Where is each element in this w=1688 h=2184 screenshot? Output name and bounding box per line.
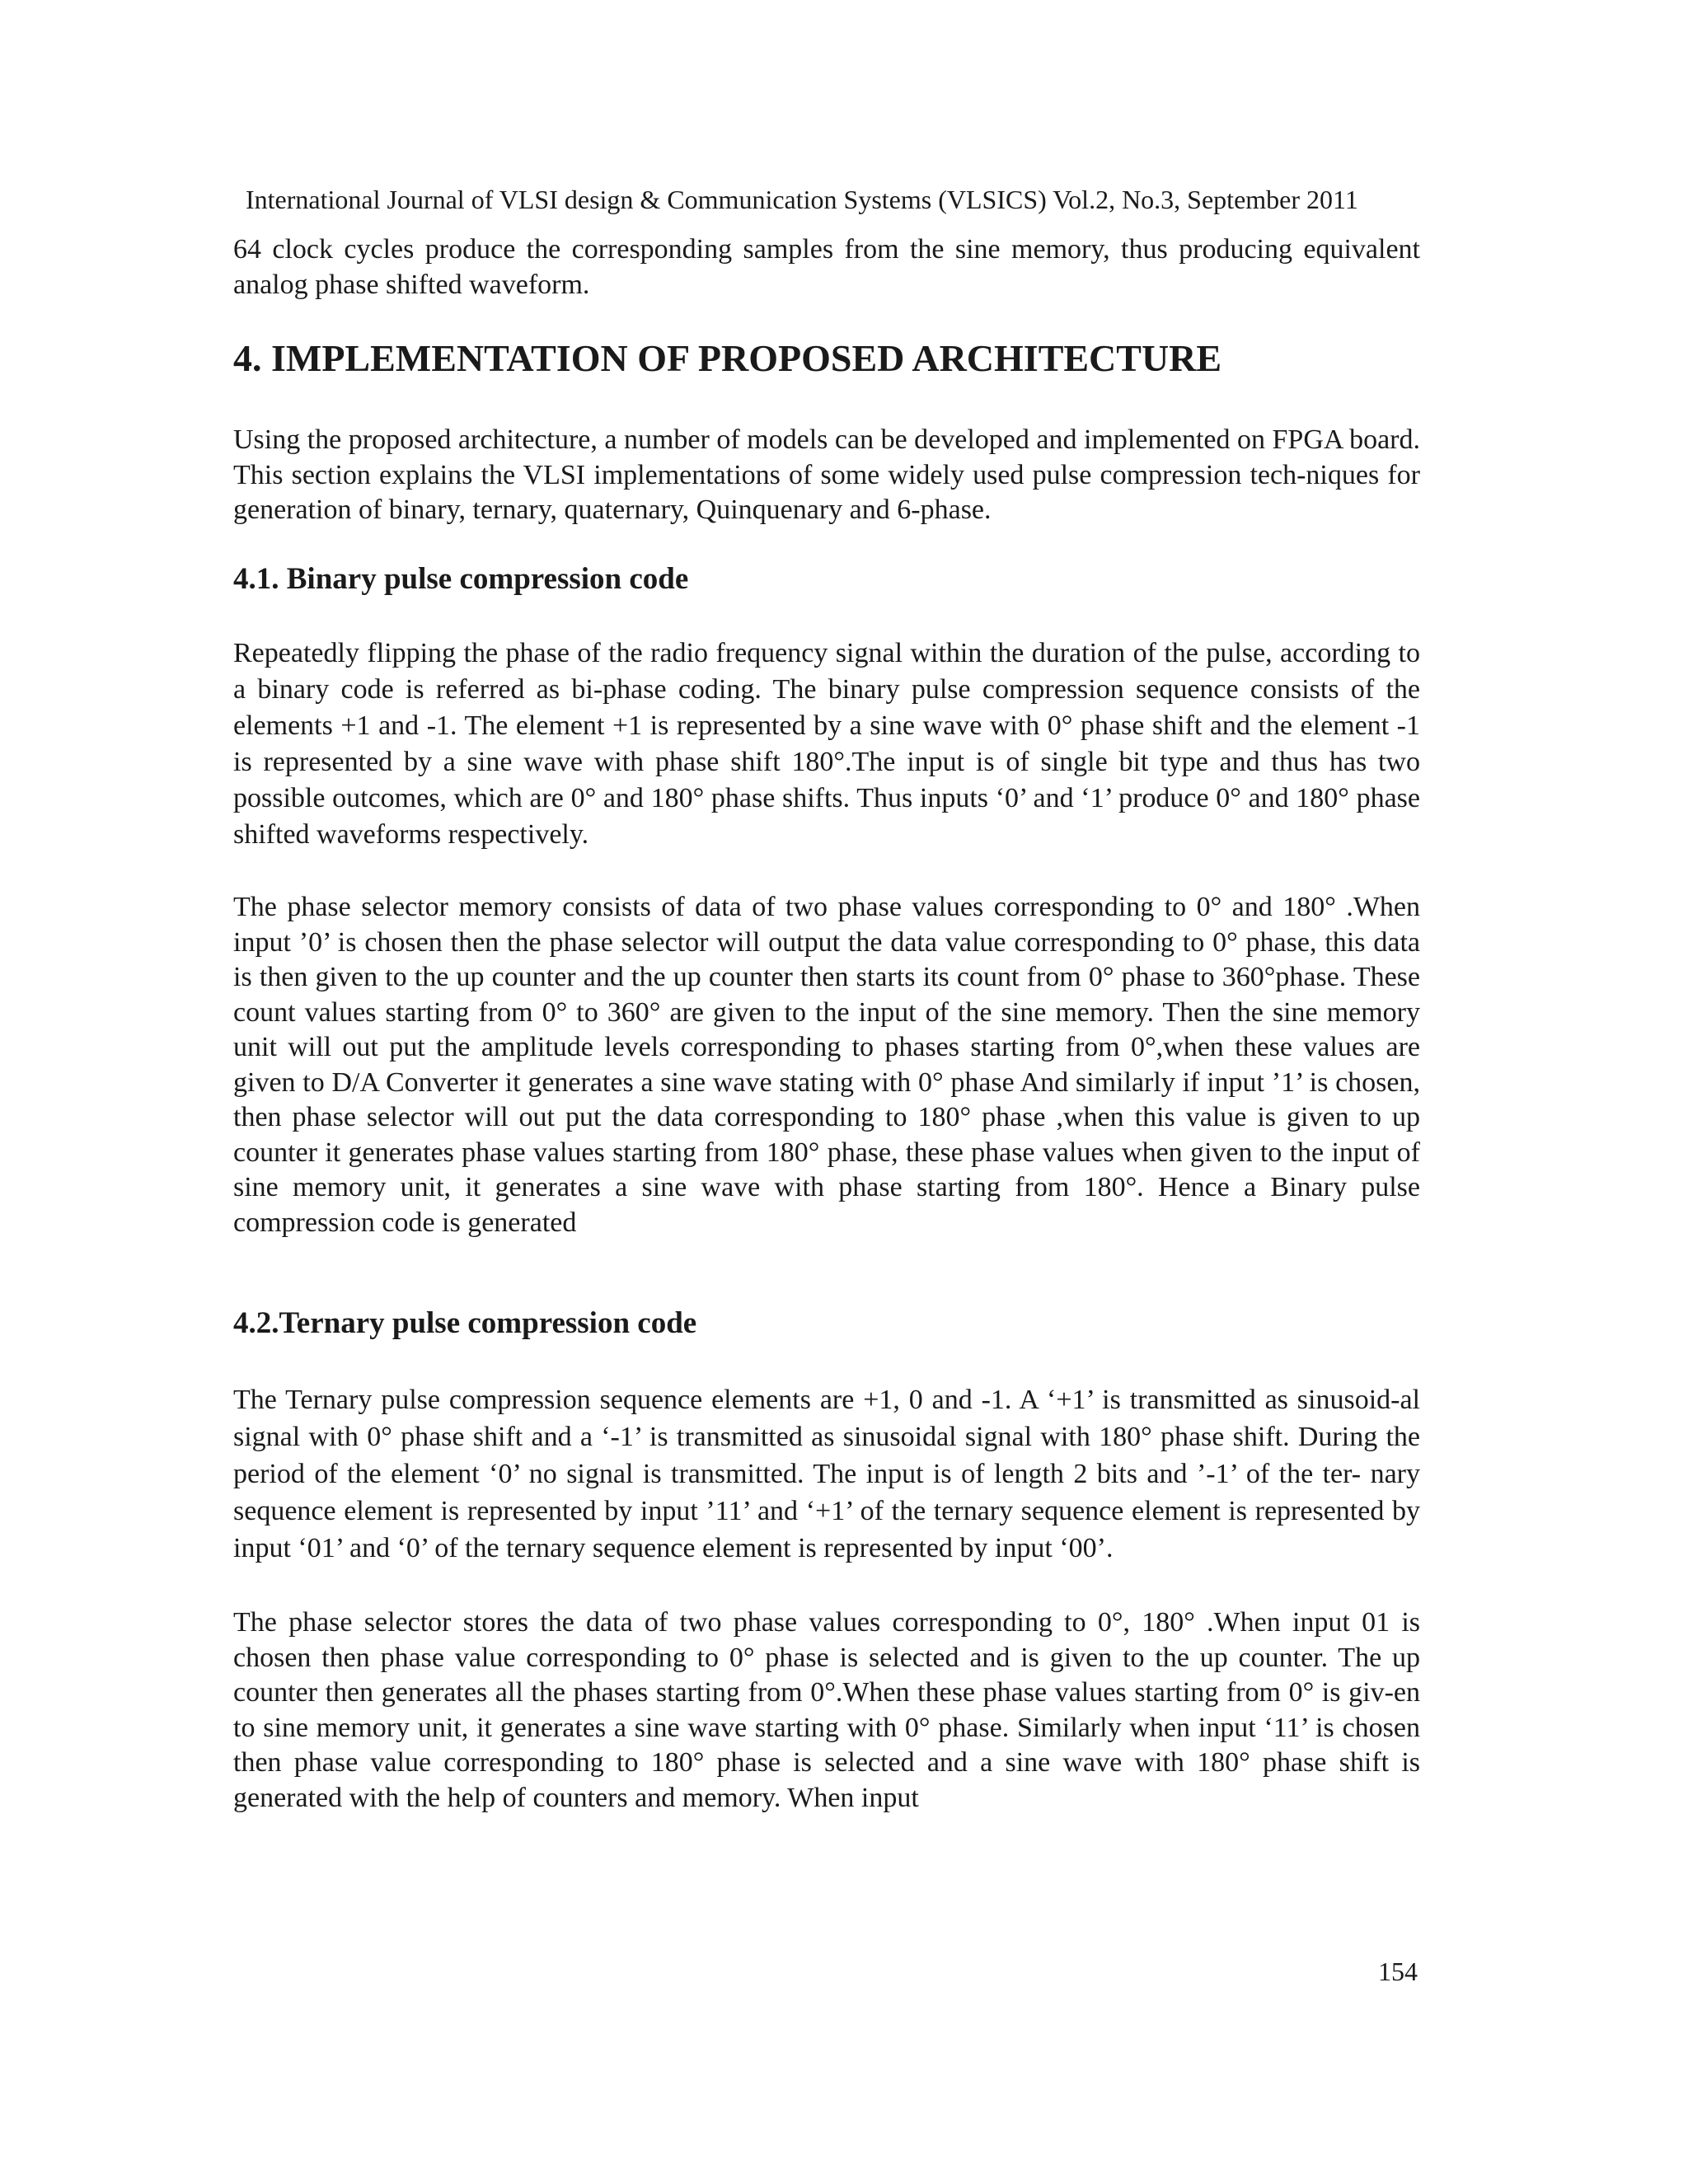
body-paragraph: Using the proposed architecture, a number of models can be developed and implemented on FPGA board. This section explains the VLSI implementations of some widely used pulse compression tech-niques for generation of binary, ternary, quaternary, Quinquenary and 6-phase. xyxy=(233,424,1420,525)
body-paragraph: The phase selector memory consists of data of two phase values corresponding to 0° and 180° .When input ’0’ is chosen then the phase selector will output the data value corresponding to 0° phase, this data is then given to the up counter and the up counter then starts its count from 0° phase to 360°phase. These count values starting from 0° to 360° are given to the input of the sine memory. Then the sine memory unit will out put the amplitude levels corresponding to phases starting from 0°,when these values are given to D/A Converter it generates a sine wave stating with 0° phase And similarly if input ’1’ is chosen, then phase selector will out put the data corresponding to 180° phase ,when this value is given to up counter it generates phase values starting from 180° phase, these phase values when given to the input of sine memory unit, it generates a sine wave with phase starting from 180°. Hence a Binary pulse compression code is generated xyxy=(233,892,1420,1238)
body-paragraph: The phase selector stores the data of two phase values corresponding to 0°, 180° .When input 01 is chosen then phase value corresponding to 0° phase is selected and is given to the up counter. The up counter then generates all the phases starting from 0°.When these phase values starting from 0° is giv-en to sine memory unit, it generates a sine wave starting with 0° phase. Similarly when input ‘11’ is chosen then phase value corresponding to 180° phase is selected and a sine wave with 180° phase shift is generated with the help of counters and memory. When input xyxy=(233,1607,1420,1813)
body-paragraph: Repeatedly flipping the phase of the radio frequency signal within the duration of the pulse, according to a binary code is referred as bi-phase coding. The binary pulse compression sequence consists of the elements +1 and -1. The element +1 is represented by a sine wave with 0° phase shift and the element -1 is represented by a sine wave with phase shift 180°.The input is of single bit type and thus has two possible outcomes, which are 0° and 180° phase shifts. Thus inputs ‘0’ and ‘1’ produce 0° and 180° phase shifted waveforms respectively. xyxy=(233,638,1420,850)
body-paragraph: 64 clock cycles produce the corresponding samples from the sine memory, thus producing equivalent analog phase shifted waveform. xyxy=(233,234,1420,300)
page-number: 154 xyxy=(1378,1957,1418,1986)
body-paragraph: The Ternary pulse compression sequence elements are +1, 0 and -1. A ‘+1’ is transmitted as sinusoid-al signal with 0° phase shift and a ‘-1’ is transmitted as sinusoidal signal with 180° phase shift. During the period of the element ‘0’ no signal is transmitted. The input is of length 2 bits and ’-1’ of the ter- nary sequence element is represented by input ’11’ and ‘+1’ of the ternary sequence element is represented by input ‘01’ and ‘0’ of the ternary sequence element is represented by input ‘00’. xyxy=(233,1385,1420,1563)
running-header: International Journal of VLSI design & Communication Systems (VLSICS) Vol.2, No.3, September 2011 xyxy=(246,185,1358,214)
section-heading: 4. IMPLEMENTATION OF PROPOSED ARCHITECTURE xyxy=(233,337,1222,379)
subsection-heading: 4.1. Binary pulse compression code xyxy=(233,562,689,596)
subsection-heading: 4.2.Ternary pulse compression code xyxy=(233,1306,697,1340)
